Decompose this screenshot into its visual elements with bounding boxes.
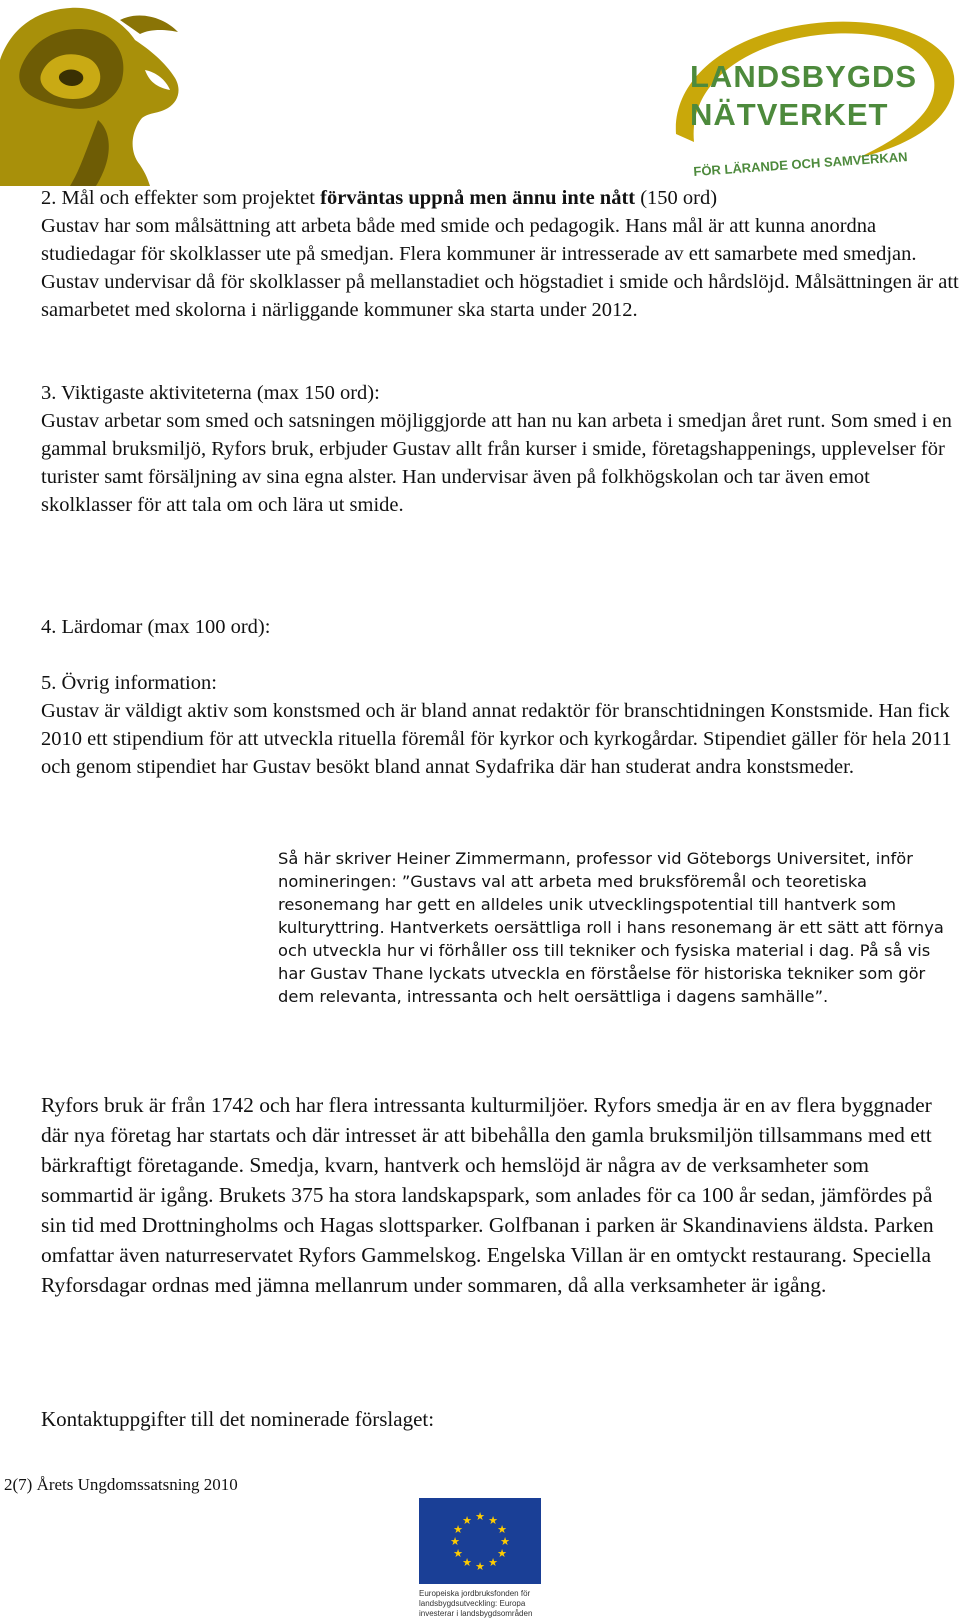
section-2-heading-bold: förväntas uppnå men ännu inte nått <box>320 187 636 209</box>
section-2-heading-prefix: 2. Mål och effekter som projektet <box>41 187 321 209</box>
landsbygdsnatverket-logo <box>668 14 960 190</box>
section-4-heading: 4. Lärdomar (max 100 ord): <box>41 616 271 638</box>
svg-text:★: ★ <box>453 1523 463 1536</box>
section-2-body: Gustav har som målsättning att arbeta både med smide och pedagogik. Hans mål är att kunna anordna studiedagar för skolklasser ute på smedjan. Flera kommuner är intresserade av ett samarbete med smedjan. Gustav undervisar då för skolklasser på mellanstadiet och högstadiet i smide och hårdslöjd. Målsättningen är att samarbetet med skolorna i närliggande kommuner ska starta under 2012. <box>41 215 959 321</box>
section-2 <box>41 184 960 324</box>
section-2-heading <box>41 184 960 212</box>
svg-text:★: ★ <box>497 1523 507 1536</box>
eu-caption-line-1: Europeiska jordbruksfonden för <box>419 1589 531 1598</box>
svg-text:★: ★ <box>500 1535 510 1548</box>
section-3-heading: 3. Viktigaste aktiviteterna (max 150 ord): <box>41 382 380 404</box>
section-2-heading-suffix: (150 ord) <box>635 187 718 209</box>
eu-caption-line-2: landsbygdsutveckling: Europa <box>419 1599 526 1608</box>
ram-logo <box>0 0 190 186</box>
svg-text:★: ★ <box>488 1556 498 1569</box>
section-5 <box>41 669 960 781</box>
page-footer: 2(7) Årets Ungdomssatsning 2010 <box>4 1475 238 1494</box>
svg-text:★: ★ <box>497 1547 507 1560</box>
svg-text:★: ★ <box>453 1547 463 1560</box>
section-5-body: Gustav är väldigt aktiv som konstsmed och är bland annat redaktör för branschtidningen Konstsmide. Han fick 2010 ett stipendium för att utveckla rituella föremål för kyrkor och kyrkogårdar. Stipendiet gäller för hela 2011 och genom stipendiet har Gustav besökt bland annat Sydafrika där han studerat andra konstsmeder. <box>41 700 952 778</box>
svg-text:★: ★ <box>462 1556 472 1569</box>
section-3-body: Gustav arbetar som smed och satsningen möjliggjorde att han nu kan arbeta i smedjan året runt. Som smed i en gammal bruksmiljö, Ryfors bruk, erbjuder Gustav allt från kurser i smide, företagshappenings, upplevelser för turister samt försäljning av sina egna alster. Han undervisar även på folkhögskolan och tar även emot skolklasser för att tala om och lära ut smide. <box>41 410 952 516</box>
eu-caption <box>419 1589 564 1619</box>
ryfors-paragraph: Ryfors bruk är från 1742 och har flera intressanta kulturmiljöer. Ryfors smedja är en av flera byggnader där nya företag har startats och där intresset är att bibehålla den gamla bruksmiljön tillsammans med ett bärkraftigt företagande. Smedja, kvarn, hantverk och hemslöjd är några av de verksamheter som sommartid är igång. Brukets 375 ha stora landskapspark, som anlades för ca 100 år sedan, jämfördes på sin tid med Drottningholms och Hagas slottsparker. Golfbanan i parken är Skandinaviens äldsta. Parken omfattar även naturreservatet Ryfors Gammelskog. Engelska Villan är en omtyckt restaurang. Speciella Ryforsdagar ordnas med jämna mellanrum under sommaren, då alla verksamheter är igång. <box>41 1093 934 1297</box>
logo-tagline: FÖR LÄRANDE OCH SAMVERKAN <box>692 149 908 179</box>
svg-text:★: ★ <box>450 1535 460 1548</box>
section-3 <box>41 379 960 519</box>
contact-heading: Kontaktuppgifter till det nominerade förslaget: <box>41 1407 435 1431</box>
logo-word-natverket: NÄTVERKET <box>690 97 889 132</box>
section-5-heading: 5. Övrig information: <box>41 672 217 694</box>
logo-word-landsbygds: LANDSBYGDS <box>690 59 918 94</box>
eu-flag-icon <box>419 1498 541 1584</box>
quote-block: Så här skriver Heiner Zimmermann, professor vid Göteborgs Universitet, inför nomineringen: ”Gustavs val att arbeta med bruksföremål och teoretiska resonemang har gett en alldeles unik utvecklingspotential till hantverk som kulturyttring. Hantverkets oersättliga roll i hans resonemang är ett sätt att förnya och utveckla hur vi förhåller oss till tekniker och fysiska material i dag. På så vis har Gustav Thane lyckats utveckla en förståelse för historiska tekniker som gör dem relevanta, intressanta och helt oersättliga i dagens samhälle”. <box>278 849 944 1006</box>
svg-text:★: ★ <box>475 1510 485 1523</box>
svg-text:★: ★ <box>475 1560 485 1573</box>
eu-caption-line-3: investerar i landsbygdsområden <box>419 1609 533 1618</box>
section-4 <box>41 613 960 641</box>
svg-text:★: ★ <box>462 1514 472 1527</box>
svg-text:★: ★ <box>488 1514 498 1527</box>
